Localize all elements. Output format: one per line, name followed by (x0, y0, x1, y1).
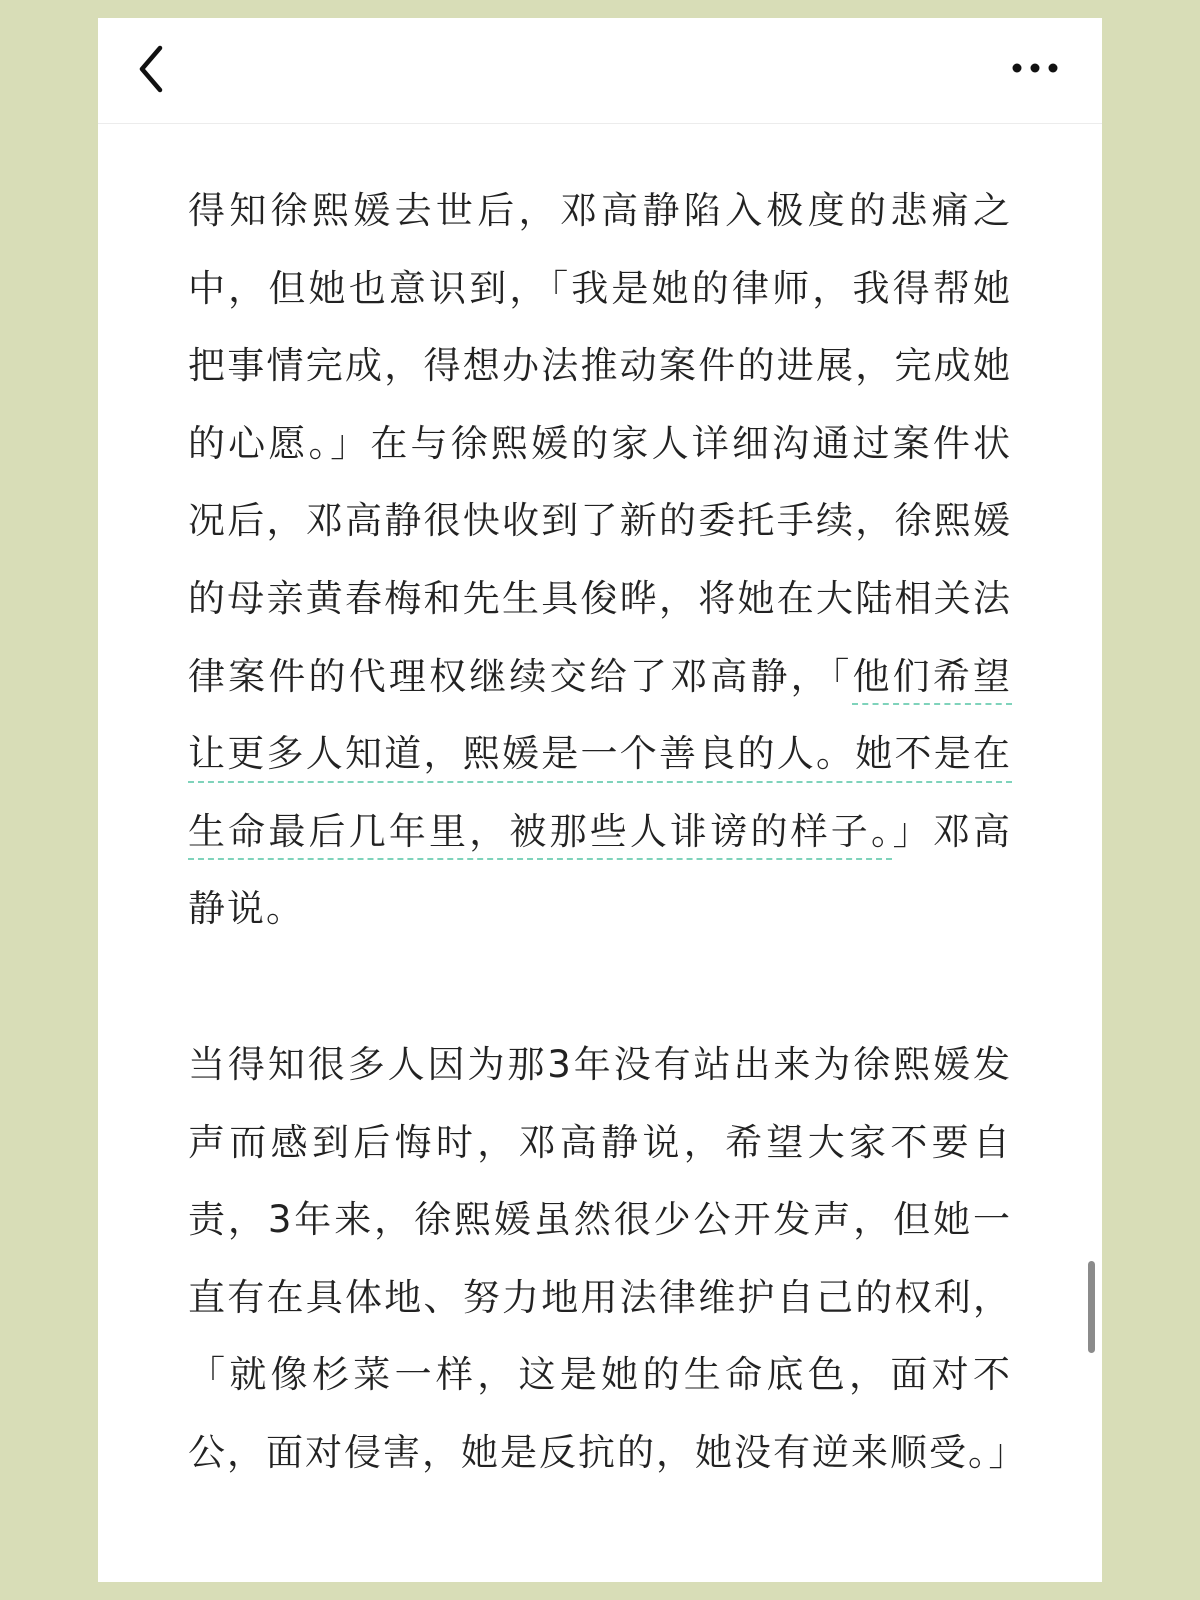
top-navigation-bar (98, 18, 1102, 124)
more-horizontal-icon (1002, 48, 1072, 88)
article-paragraph-2: 当得知很多人因为那3年没有站出来为徐熙媛发声而感到后悔时，邓高静说，希望大家不要自责，3年来，徐熙媛虽然很少公开发声，但她一直有在具体地、努力地用法律维护自己的权利，「就像杉菜一样，这是她的生命底色，面对不公，面对侵害，她是反抗的，她没有逆来顺受。」 (188, 1042, 1028, 1474)
paragraph-1-text: 得知徐熙媛去世后，邓高静陷入极度的悲痛之中，但她也意识到，「我是她的律师，我得帮她把事情完成，得想办法推动案件的进展，完成她的心愿。」在与徐熙媛的家人详细沟通过案件状况后，邓高静很快收到了新的委托手续，徐熙媛的母亲黄春梅和先生具俊晔，将她在大陆相关法律案件的代理权继续交给了邓高静，「 (188, 189, 1012, 698)
article-body (188, 172, 1028, 1492)
vertical-scrollbar[interactable] (1088, 1261, 1095, 1353)
back-button[interactable] (128, 36, 188, 102)
paragraph-1-ending: 」邓高静说。 (188, 809, 1013, 931)
article-page (98, 18, 1102, 1582)
highlighted-quote: 他们希望让更多人知道，熙媛是一个善良的人。她不是在生命最后几年里，被那些人诽谤的样子。 (188, 654, 1013, 853)
article-paragraph-1 (188, 172, 1012, 948)
chevron-left-icon (128, 36, 188, 102)
more-options-button[interactable] (1002, 48, 1072, 88)
